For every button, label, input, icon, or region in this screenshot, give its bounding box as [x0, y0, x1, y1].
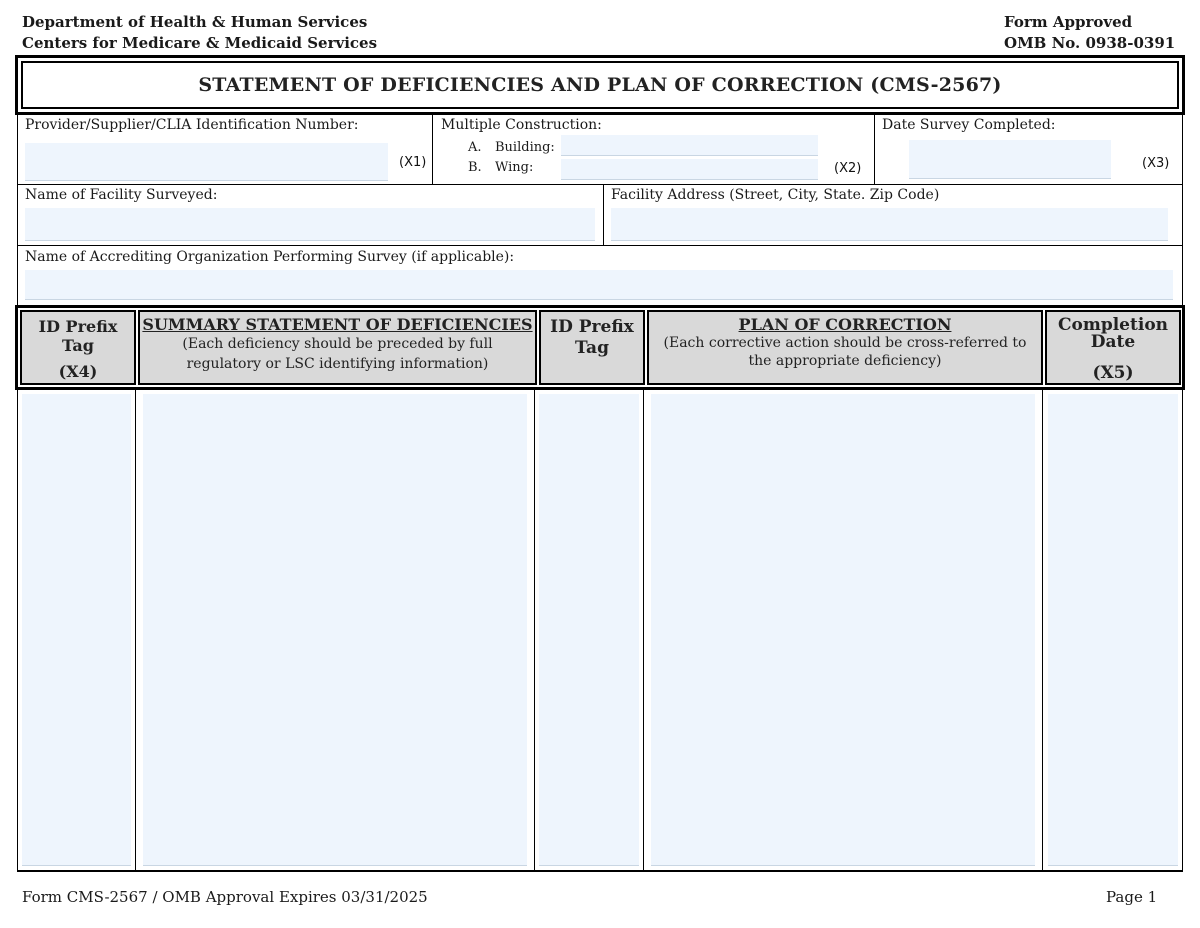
omb-header [1004, 12, 1175, 54]
facility-row [17, 185, 1183, 246]
centers-name: Centers for Medicare & Medicaid Services [22, 34, 378, 52]
plan-of-correction-field[interactable] [651, 394, 1035, 866]
col-summary-statement: SUMMARY STATEMENT OF DEFICIENCIES (Each deficiency should be preceded by full regulatory or LSC identifying information) [138, 310, 537, 385]
provider-id-label: Provider/Supplier/CLIA Identification Number: [25, 117, 359, 133]
page-number: Page 1 [1106, 888, 1158, 906]
department-name: Department of Health & Human Services [22, 13, 368, 31]
date-survey-field[interactable] [909, 140, 1111, 179]
form-title-box [15, 55, 1185, 115]
identification-row [17, 115, 1183, 185]
id-prefix-tag-2-column [535, 390, 644, 870]
x1-code: (X1) [399, 155, 427, 170]
col-plan-of-correction: PLAN OF CORRECTION (Each corrective action should be cross-referred to the appropriate deficiency) [647, 310, 1043, 385]
col-id-prefix-tag: ID Prefix Tag [539, 310, 645, 385]
facility-name-cell [18, 185, 604, 245]
completion-date-column [1043, 390, 1181, 870]
deficiency-table-header [15, 305, 1185, 390]
building-letter: A. [468, 140, 482, 155]
accrediting-org-field[interactable] [25, 270, 1173, 300]
form-expiration-footer: Form CMS-2567 / OMB Approval Expires 03/31/2025 [22, 888, 428, 906]
building-label: Building: [495, 140, 555, 155]
provider-id-field[interactable] [25, 143, 388, 181]
agency-header [22, 12, 377, 54]
deficiency-table-body [17, 390, 1183, 872]
facility-address-label: Facility Address (Street, City, State. Zip Code) [611, 187, 940, 203]
omb-number: OMB No. 0938-0391 [1004, 34, 1176, 52]
multiple-construction-label: Multiple Construction: [441, 117, 602, 133]
x3-code: (X3) [1142, 156, 1170, 171]
facility-name-label: Name of Facility Surveyed: [25, 187, 218, 203]
date-survey-cell [875, 115, 1181, 184]
building-field[interactable] [561, 135, 818, 156]
date-survey-label: Date Survey Completed: [882, 117, 1056, 133]
wing-letter: B. [468, 160, 482, 175]
form-approved-text: Form Approved [1004, 13, 1133, 31]
accrediting-row [17, 246, 1183, 305]
wing-field[interactable] [561, 159, 818, 180]
plan-of-correction-column [644, 390, 1043, 870]
multiple-construction-cell [433, 115, 875, 184]
id-prefix-tag-field[interactable] [22, 394, 131, 866]
col-id-prefix-tag-x4: ID Prefix Tag (X4) [20, 310, 136, 385]
facility-address-cell [604, 185, 1181, 245]
x2-code: (X2) [834, 161, 862, 176]
wing-label: Wing: [495, 160, 534, 175]
col-completion-date-x5: Completion Date (X5) [1045, 310, 1181, 385]
provider-id-cell [18, 115, 433, 184]
id-prefix-tag-2-field[interactable] [539, 394, 639, 866]
facility-name-field[interactable] [25, 208, 595, 241]
completion-date-field[interactable] [1048, 394, 1178, 866]
facility-address-field[interactable] [611, 208, 1168, 241]
form-title: STATEMENT OF DEFICIENCIES AND PLAN OF CORRECTION (CMS-2567) [198, 74, 1002, 96]
summary-statement-field[interactable] [143, 394, 527, 866]
id-prefix-tag-column [18, 390, 136, 870]
summary-statement-column [136, 390, 535, 870]
accrediting-org-label: Name of Accrediting Organization Performing Survey (if applicable): [25, 249, 515, 265]
